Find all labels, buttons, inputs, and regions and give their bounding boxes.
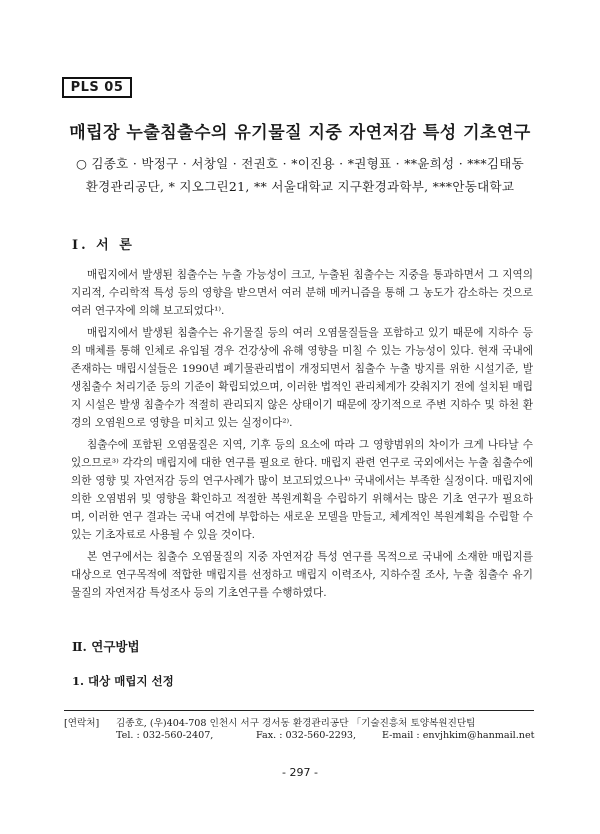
introduction-body [71,266,533,606]
paragraph: 본 연구에서는 침출수 오염물질의 지중 자연저감 특성 연구를 목적으로 국내에 소재한 매립지를 대상으로 연구목적에 적합한 매립지를 선정하고 매립지 이력조사, 지하수질 조사, 누출 침출수 유기물질의 자연저감 특성조사 등의 기초연구를 수행하였다. [71,551,533,599]
author-list: ○ 김종호 · 박정구 · 서창일 · 전권호 · *이진용 · *권형표 · **윤희성 · ***김태동 [75,156,525,171]
affiliation-list: 환경관리공단, * 지오그린21, ** 서울대학교 지구환경과학부, ***안동대학교 [85,179,515,194]
contact-email[interactable]: E-mail : envjhkim@hanmail.net [382,730,535,741]
section-heading-methods: Ⅱ. 연구방법 [72,639,140,654]
page-number: - 297 - [282,766,318,779]
section-heading-introduction: Ⅰ. 서 론 [72,238,135,253]
paragraph: 매립지에서 발생된 침출수는 누출 가능성이 크고, 누출된 침출수는 지중을 통과하면서 그 지역의 지리적, 수리학적 특성 등의 영향을 받으면서 여러 분해 메커니즘을 통해 그 농도가 감소하는 것으로 여러 연구자에 의해 보고되었다¹⁾. [71,269,533,317]
session-badge: PLS 05 [62,77,132,98]
subsection-heading-site-selection: 1. 대상 매립지 선정 [72,674,174,688]
contact-fax: Fax. : 032-560-2293, [256,730,357,741]
paragraph: 침출수에 포함된 오염물질은 지역, 기후 등의 요소에 따라 그 영향범위의 차이가 크게 나타날 수 있으므로³⁾ 각각의 매립지에 대한 연구를 필요로 한다. 매립지 관련 연구로 국외에서는 누출 침출수에 의한 영향 및 자연저감 등의 연구사례가 많이 보고되었으나⁴⁾ 국내에서는 부족한 실정이다. 매립지에 의한 오염범위 및 영향을 확인하고 적절한 복원계획을 수립하기 위해서는 많은 기초 연구가 필요하며, 이러한 연구 결과는 국내 여건에 부합하는 새로운 모델을 만들고, 체계적인 복원계획을 수립할 수 있는 기초자료로 사용될 수 있을 것이다. [71,439,533,541]
contact-address: 김종호, (우)404-708 인천시 서구 경서동 환경관리공단 「기술진흥처 토양복원진단팀 [116,718,476,729]
contact-tel: Tel. : 032-560-2407, [116,730,214,741]
paper-title: 매립장 누출침출수의 유기물질 지중 자연저감 특성 기초연구 [69,123,531,143]
paragraph: 매립지에서 발생된 침출수는 유기물질 등의 여러 오염물질들을 포함하고 있기 때문에 지하수 등의 매체를 통해 인체로 유입될 경우 건강상에 유해 영향을 미칠 수 있는 가능성이 있다. 현재 국내에 존재하는 매립시설들은 1990년 폐기물관리법이 개정되면서 침출수 누출 방지를 위한 시설기준, 발생침출수 처리기준 등의 기준이 확립되었으며, 이러한 법적인 관리체계가 갖춰지기 전에 설치된 매립지 시설은 발생 침출수가 적절히 관리되지 않은 상태이기 때문에 장기적으로 주변 지하수 및 하천 환경의 오염원으로 영향을 미치고 있는 실정이다²⁾. [71,327,533,429]
contact-label: [연락처] [64,718,100,729]
contact-footer [64,710,534,745]
